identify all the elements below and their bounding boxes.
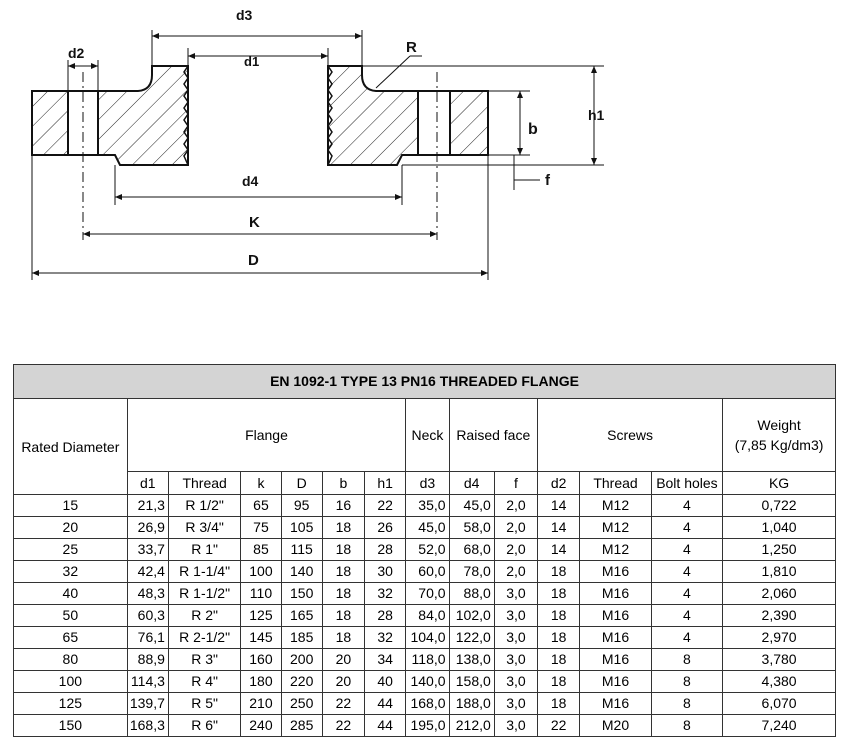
table-cell: R 1-1/4" [168, 561, 240, 583]
table-cell: 18 [322, 627, 364, 649]
table-cell: 115 [281, 539, 322, 561]
table-cell: 150 [281, 583, 322, 605]
table-cell: 4 [651, 605, 722, 627]
table-cell: 60,0 [406, 561, 449, 583]
table-cell: 50 [14, 605, 128, 627]
table-cell: 102,0 [449, 605, 494, 627]
table-cell: 18 [538, 627, 580, 649]
table-cell: 18 [538, 649, 580, 671]
table-cell: 4 [651, 495, 722, 517]
table-cell: 80 [14, 649, 128, 671]
table-cell: 0,722 [723, 495, 836, 517]
table-cell: 7,240 [723, 715, 836, 737]
column-header: f [494, 472, 537, 495]
header-rated-diameter: Rated Diameter [14, 399, 128, 495]
header-neck: Neck [406, 399, 449, 472]
table-cell: 75 [241, 517, 281, 539]
table-cell: 2,970 [723, 627, 836, 649]
column-header: d4 [449, 472, 494, 495]
table-row [14, 715, 836, 737]
column-header: Thread [168, 472, 240, 495]
table-cell: 20 [14, 517, 128, 539]
table-cell: M12 [580, 517, 651, 539]
table-cell: 88,0 [449, 583, 494, 605]
table-cell: 32 [365, 627, 406, 649]
table-cell: 34 [365, 649, 406, 671]
table-cell: 3,0 [494, 605, 537, 627]
table-cell: 40 [365, 671, 406, 693]
table-cell: 18 [538, 561, 580, 583]
table-cell: 42,4 [127, 561, 168, 583]
column-header-row [14, 472, 836, 495]
header-flange: Flange [127, 399, 406, 472]
table-row [14, 495, 836, 517]
table-cell: 220 [281, 671, 322, 693]
label-K: K [249, 214, 260, 231]
table-cell: 32 [365, 583, 406, 605]
table-cell: 22 [322, 715, 364, 737]
header-screws: Screws [538, 399, 723, 472]
table-cell: 28 [365, 539, 406, 561]
table-cell: 18 [322, 583, 364, 605]
table-cell: 65 [241, 495, 281, 517]
table-cell: M16 [580, 605, 651, 627]
table-cell: M16 [580, 671, 651, 693]
table-cell: 2,390 [723, 605, 836, 627]
table-cell: 122,0 [449, 627, 494, 649]
table-cell: 6,070 [723, 693, 836, 715]
table-cell: 78,0 [449, 561, 494, 583]
table-cell: 70,0 [406, 583, 449, 605]
label-d4: d4 [242, 173, 259, 189]
table-cell: 22 [538, 715, 580, 737]
label-D: D [248, 252, 259, 269]
table-cell: 8 [651, 649, 722, 671]
table-cell: 145 [241, 627, 281, 649]
column-header: b [322, 472, 364, 495]
table-cell: 285 [281, 715, 322, 737]
table-cell: 2,0 [494, 561, 537, 583]
table-row [14, 671, 836, 693]
table-cell: R 5" [168, 693, 240, 715]
table-cell: 3,780 [723, 649, 836, 671]
table-cell: 140 [281, 561, 322, 583]
flange-cross-section-drawing [0, 0, 852, 300]
table-cell: 44 [365, 715, 406, 737]
table-cell: 18 [322, 561, 364, 583]
label-d2: d2 [68, 45, 85, 61]
table-cell: 2,0 [494, 539, 537, 561]
table-cell: 240 [241, 715, 281, 737]
table-cell: 8 [651, 715, 722, 737]
table-cell: 18 [322, 605, 364, 627]
table-cell: R 1/2" [168, 495, 240, 517]
table-cell: 35,0 [406, 495, 449, 517]
table-cell: 18 [538, 583, 580, 605]
table-cell: 95 [281, 495, 322, 517]
label-d3: d3 [236, 7, 253, 23]
table-cell: M16 [580, 649, 651, 671]
table-cell: 68,0 [449, 539, 494, 561]
column-header: KG [723, 472, 836, 495]
table-cell: 100 [241, 561, 281, 583]
column-header: h1 [365, 472, 406, 495]
table-cell: M12 [580, 539, 651, 561]
table-cell: 20 [322, 649, 364, 671]
table-cell: 100 [14, 671, 128, 693]
header-raised-face: Raised face [449, 399, 538, 472]
table-cell: 40 [14, 583, 128, 605]
table-cell: 105 [281, 517, 322, 539]
flange-spec-table [13, 364, 836, 737]
column-header: D [281, 472, 322, 495]
table-row [14, 605, 836, 627]
table-cell: 18 [538, 671, 580, 693]
table-cell: 104,0 [406, 627, 449, 649]
table-cell: M16 [580, 561, 651, 583]
table-cell: R 1" [168, 539, 240, 561]
header-weight: Weight (7,85 Kg/dm3) [723, 399, 836, 472]
table-cell: 3,0 [494, 583, 537, 605]
table-cell: 20 [322, 671, 364, 693]
table-cell: 168,3 [127, 715, 168, 737]
table-cell: 8 [651, 693, 722, 715]
table-cell: 26 [365, 517, 406, 539]
table-cell: R 2" [168, 605, 240, 627]
table-cell: 185 [281, 627, 322, 649]
table-cell: 14 [538, 517, 580, 539]
table-cell: 58,0 [449, 517, 494, 539]
table-cell: 138,0 [449, 649, 494, 671]
table-row [14, 649, 836, 671]
table-cell: 26,9 [127, 517, 168, 539]
flange-body-right-hub [328, 66, 418, 165]
table-cell: 1,040 [723, 517, 836, 539]
table-cell: 1,250 [723, 539, 836, 561]
column-header: Bolt holes [651, 472, 722, 495]
table-cell: 14 [538, 539, 580, 561]
table-cell: 30 [365, 561, 406, 583]
table-cell: 114,3 [127, 671, 168, 693]
table-cell: M16 [580, 583, 651, 605]
table-cell: 85 [241, 539, 281, 561]
table-cell: 65 [14, 627, 128, 649]
table-cell: 125 [14, 693, 128, 715]
table-cell: 76,1 [127, 627, 168, 649]
table-cell: 4,380 [723, 671, 836, 693]
table-cell: 4 [651, 561, 722, 583]
column-header: d3 [406, 472, 449, 495]
table-cell: 3,0 [494, 671, 537, 693]
table-cell: 168,0 [406, 693, 449, 715]
table-row [14, 539, 836, 561]
table-body [14, 495, 836, 737]
table-cell: 4 [651, 539, 722, 561]
table-cell: 25 [14, 539, 128, 561]
table-cell: 4 [651, 583, 722, 605]
table-cell: 2,0 [494, 495, 537, 517]
table-cell: R 3/4" [168, 517, 240, 539]
table-cell: 16 [322, 495, 364, 517]
table-cell: 60,3 [127, 605, 168, 627]
table-cell: 4 [651, 517, 722, 539]
table-cell: 33,7 [127, 539, 168, 561]
label-d1: d1 [244, 54, 260, 69]
table-cell: 48,3 [127, 583, 168, 605]
table-cell: 52,0 [406, 539, 449, 561]
table-cell: R 6" [168, 715, 240, 737]
table-cell: 140,0 [406, 671, 449, 693]
table-cell: R 4" [168, 671, 240, 693]
table-cell: 2,060 [723, 583, 836, 605]
label-R: R [406, 39, 417, 56]
table-cell: 1,810 [723, 561, 836, 583]
table-cell: 22 [322, 693, 364, 715]
column-header: k [241, 472, 281, 495]
column-header: d1 [127, 472, 168, 495]
label-f: f [545, 172, 550, 189]
table-cell: 212,0 [449, 715, 494, 737]
table-cell: 139,7 [127, 693, 168, 715]
table-cell: 45,0 [449, 495, 494, 517]
table-cell: M12 [580, 495, 651, 517]
table-cell: R 1-1/2" [168, 583, 240, 605]
table-cell: 188,0 [449, 693, 494, 715]
table-cell: 44 [365, 693, 406, 715]
table-cell: 4 [651, 627, 722, 649]
label-h1: h1 [588, 107, 605, 123]
table-cell: 28 [365, 605, 406, 627]
table-cell: 180 [241, 671, 281, 693]
table-cell: 195,0 [406, 715, 449, 737]
table-cell: 88,9 [127, 649, 168, 671]
table-cell: 125 [241, 605, 281, 627]
table-cell: 150 [14, 715, 128, 737]
table-cell: 15 [14, 495, 128, 517]
table-row [14, 583, 836, 605]
table-cell: 210 [241, 693, 281, 715]
table-row [14, 517, 836, 539]
table-cell: 3,0 [494, 693, 537, 715]
flange-body-left [32, 91, 68, 155]
table-cell: 32 [14, 561, 128, 583]
column-header: d2 [538, 472, 580, 495]
table-row [14, 561, 836, 583]
table-title: EN 1092-1 TYPE 13 PN16 THREADED FLANGE [14, 365, 836, 399]
table-cell: 110 [241, 583, 281, 605]
table-cell: 3,0 [494, 627, 537, 649]
table-cell: 3,0 [494, 649, 537, 671]
table-cell: 18 [322, 517, 364, 539]
column-header: Thread [580, 472, 651, 495]
flange-body-right [450, 91, 488, 155]
table-row [14, 693, 836, 715]
table-cell: 158,0 [449, 671, 494, 693]
table-cell: R 3" [168, 649, 240, 671]
table-cell: R 2-1/2" [168, 627, 240, 649]
table-cell: 118,0 [406, 649, 449, 671]
table-cell: 84,0 [406, 605, 449, 627]
table-cell: M16 [580, 693, 651, 715]
label-b: b [528, 121, 538, 138]
table-cell: 14 [538, 495, 580, 517]
table-cell: 160 [241, 649, 281, 671]
table-cell: 18 [322, 539, 364, 561]
table-cell: 165 [281, 605, 322, 627]
table-cell: 8 [651, 671, 722, 693]
table-cell: 21,3 [127, 495, 168, 517]
table-cell: 2,0 [494, 517, 537, 539]
table-cell: 18 [538, 693, 580, 715]
table-cell: 22 [365, 495, 406, 517]
table-cell: M20 [580, 715, 651, 737]
table-cell: 250 [281, 693, 322, 715]
table-cell: M16 [580, 627, 651, 649]
table-cell: 45,0 [406, 517, 449, 539]
flange-body-left-hub [98, 66, 188, 165]
table-row [14, 627, 836, 649]
table-cell: 200 [281, 649, 322, 671]
table-cell: 3,0 [494, 715, 537, 737]
table-cell: 18 [538, 605, 580, 627]
